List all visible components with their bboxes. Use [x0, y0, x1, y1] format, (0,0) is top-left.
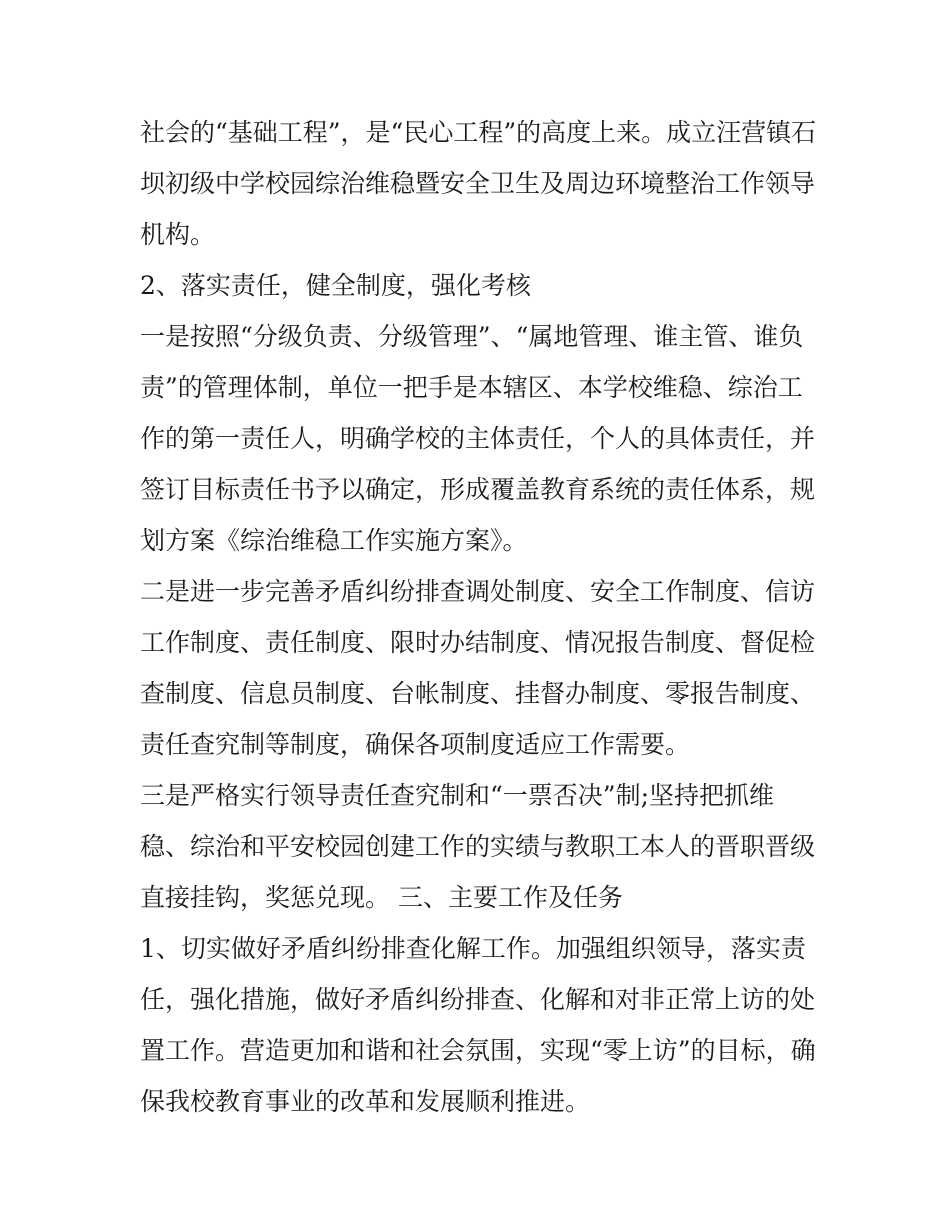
text-line-5: 一是按照“分级负责、分级管理”、“属地管理、谁主管、谁负: [140, 322, 804, 351]
text-line-11: 工作制度、责任制度、限时办结制度、情况报告制度、督促检: [140, 628, 816, 657]
text-line-6: 责”的管理体制，单位一把手是本辖区、本学校维稳、综治工: [140, 373, 803, 402]
text-line-13: 责任查究制等制度，确保各项制度适应工作需要。: [140, 730, 691, 759]
text-line-7: 作的第一责任人，明确学校的主体责任，个人的具体责任，并: [140, 424, 816, 453]
text-line-10: 二是进一步完善矛盾纠纷排查调处制度、安全工作制度、信访: [140, 577, 816, 606]
text-line-9: 划方案《综治维稳工作实施方案》。: [140, 526, 528, 555]
text-line-17: 1、切实做好矛盾纠纷排查化解工作。加强组织领导，落实责: [140, 934, 806, 963]
text-line-12: 查制度、信息员制度、台帐制度、挂督办制度、零报告制度、: [140, 679, 816, 708]
document-body: [140, 107, 820, 1127]
text-line-8: 签订目标责任书予以确定，形成覆盖教育系统的责任体系，规: [140, 475, 816, 504]
text-line-1: 社会的“基础工程”，是“民心工程”的高度上来。成立汪营镇石: [140, 118, 817, 147]
text-line-3: 机构。: [140, 220, 216, 249]
text-line-18: 任，强化措施，做好矛盾纠纷排查、化解和对非正常上访的处: [140, 985, 816, 1014]
text-line-19: 置工作。营造更加和谐和社会氛围，实现“零上访”的目标，确: [140, 1036, 816, 1065]
text-line-14: 三是严格实行领导责任查究制和“一票否决”制;坚持把抓维: [140, 781, 774, 810]
text-line-16: 直接挂钩，奖惩兑现。 三、主要工作及任务: [140, 883, 623, 912]
text-line-20: 保我校教育事业的改革和发展顺利推进。: [140, 1087, 591, 1116]
section-heading-2: 2、落实责任，健全制度，强化考核: [140, 271, 531, 300]
text-line-2: 坝初级中学校园综治维稳暨安全卫生及周边环境整治工作领导: [140, 169, 816, 198]
text-line-15: 稳、综治和平安校园创建工作的实绩与教职工本人的晋职晋级: [140, 832, 816, 861]
